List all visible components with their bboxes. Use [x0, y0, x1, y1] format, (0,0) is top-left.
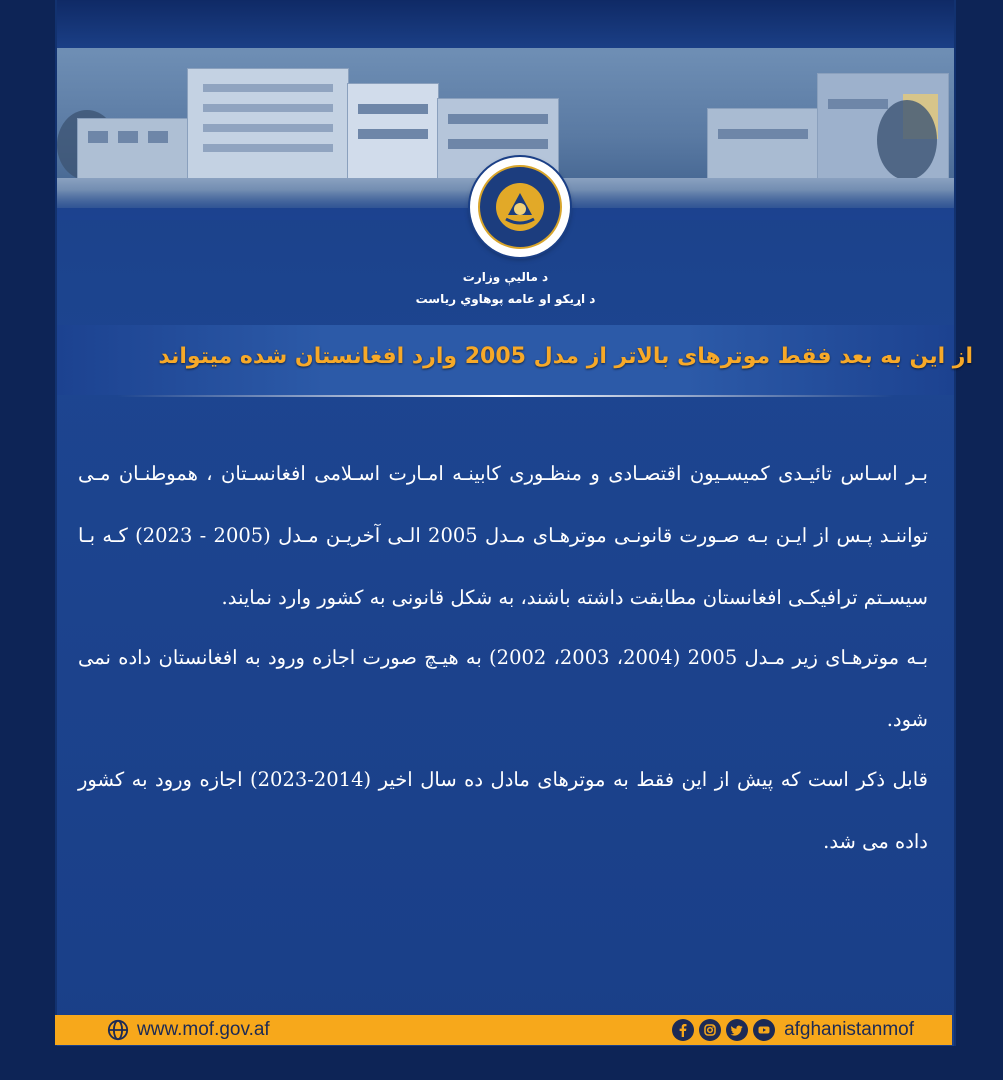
headline-divider: [117, 395, 894, 397]
footer-bar: [55, 1015, 952, 1045]
social-links: [672, 1015, 914, 1045]
instagram-icon[interactable]: [699, 1019, 721, 1041]
headline: از این به بعد فقط موترهای بالاتر از مدل 2005 وارد افغانستان شده میتواند: [158, 344, 973, 369]
social-handle[interactable]: afghanistanmof: [784, 1019, 914, 1040]
ministry-line: د مالیې وزارت: [462, 270, 549, 284]
ministry-seal-icon: [470, 157, 570, 257]
facebook-icon[interactable]: [672, 1019, 694, 1041]
directorate-line: د اړیکو او عامه پوهاوي ریاست: [415, 292, 596, 306]
building: [77, 118, 189, 180]
website-link[interactable]: [107, 1015, 270, 1045]
paragraph: بـر اسـاس تائیـدی کمیسـیون اقتصـادی و منظـوری کابینـه امـارت اسـلامی افغانسـتان ، هموطنـان مـی تواننـد پـس از ایـن بـه صـورت قانونـی موترهـای مـدل 2005 الـی آخریـن مـدل (2005 - 2023) کـه بـا سیسـتم ترافیکـی افغانستان مطابقت داشته باشند، به شکل قانونی به کشور وارد نمایند.: [78, 462, 928, 609]
tree: [877, 100, 937, 180]
youtube-icon[interactable]: [753, 1019, 775, 1041]
website-url: www.mof.gov.af: [137, 1019, 270, 1040]
globe-icon: [107, 1019, 129, 1041]
building: [187, 68, 349, 180]
building: [347, 83, 439, 180]
paragraph: بـه موترهـای زیر مـدل 2005 (2004، 2003، 2002) به هیـچ صورت اجازه ورود به افغانستان داده نمی شود.: [78, 646, 928, 731]
paragraph: قابل ذکر است که پیش از این فقط به موترهای مادل ده سال اخیر (2014-2023) اجازه ورود به کشور داده می شد.: [78, 768, 929, 853]
building: [707, 108, 819, 180]
top-bar: [57, 0, 954, 48]
announcement-body: [78, 443, 928, 873]
organization-name: [57, 266, 954, 310]
twitter-icon[interactable]: [726, 1019, 748, 1041]
